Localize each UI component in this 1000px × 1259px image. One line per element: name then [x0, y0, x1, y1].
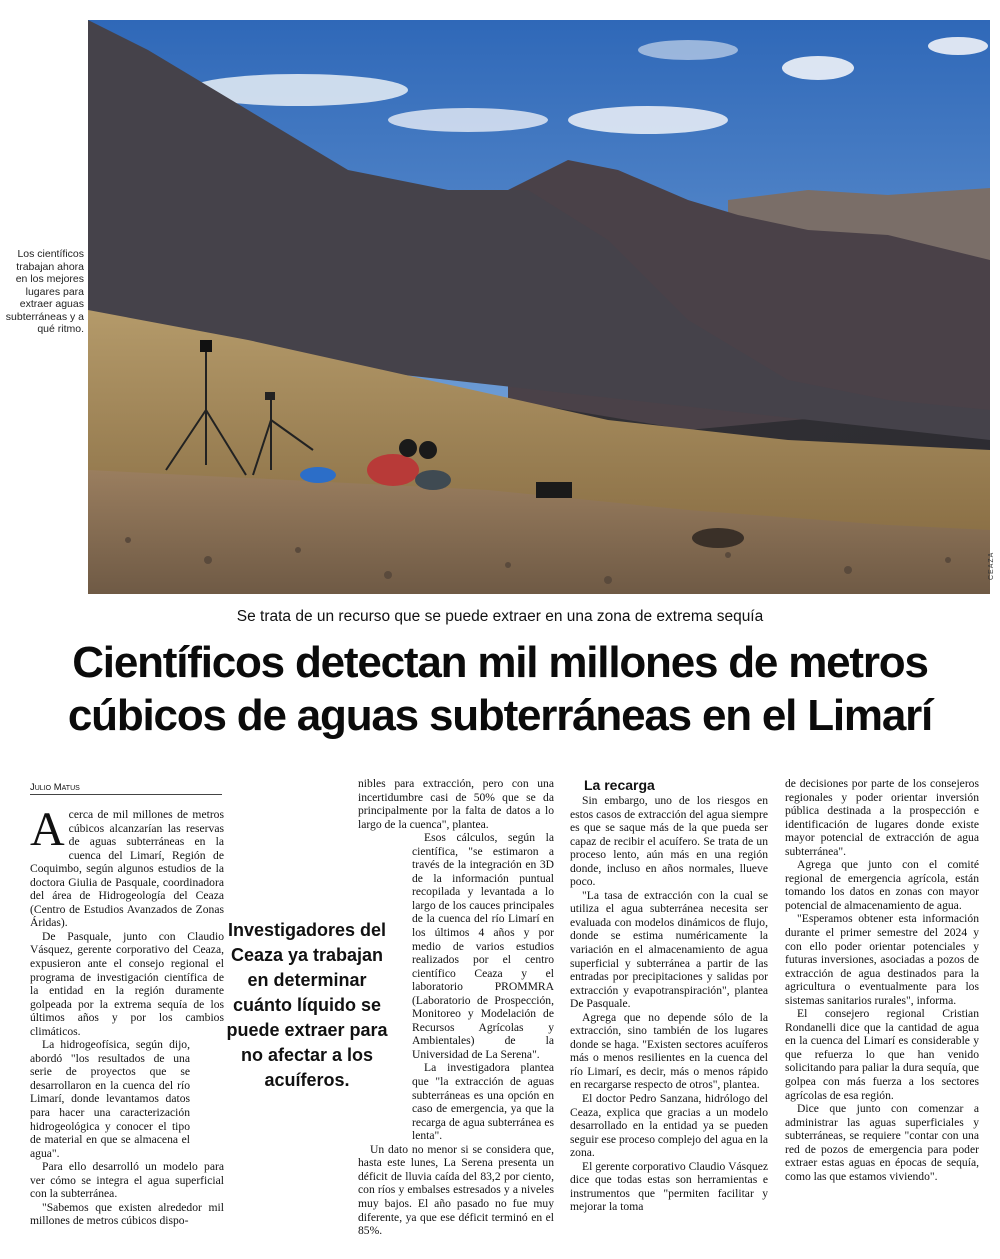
- paragraph: La hidrogeofísica, según dijo, abordó "los resultados de una serie de proyectos que se desarrollaron en la cuenca del río Limarí, donde levantamos datos para hacer una caracterización hidrogeológica y conocer el tipo de material en que se almacena el agua".: [30, 1038, 190, 1160]
- paragraph: De Pasquale, junto con Claudio Vásquez, gerente corporativo del Ceaza, expusieron ante el consejo regional el programa de investigación científica de la entidad en la región duramente golpeada por la extrema sequía de los últimos años y por los cambios climáticos.: [30, 929, 224, 1038]
- photo-caption: Los científicos trabajan ahora en los mejores lugares para extraer aguas subterráneas y a qué ritmo.: [5, 248, 84, 335]
- paragraph: Esos cálculos, según la científica, "se estimaron a través de la integración en 3D de la información puntual recopilada y levantada a lo largo de los cauces principales de la cuenca del río Limarí en los últimos 4 años y por medio de varios estudios realizados por el centro científico Ceaza y el laboratorio PROMMRA (Laboratorio de Prospección, Monitoreo y Modelación de Recursos Agrícolas y Ambientales) de la Universidad de La Serena".: [412, 831, 554, 1061]
- article-column-4: [785, 777, 979, 1183]
- paragraph: Dice que junto con comenzar a administrar las aguas superficiales y subterráneas, se requiere "contar con una red de pozos de emergencia para poder extraer estas aguas en épocas de sequía, como las que estamos viviendo".: [785, 1102, 979, 1183]
- article-photo: [88, 20, 990, 594]
- paragraph: nibles para extracción, pero con una incertidumbre casi de 50% que se da principalmente por la falta de datos a lo largo de la cuenca", plantea.: [358, 777, 554, 831]
- subhead: La recarga: [584, 777, 655, 793]
- paragraph: El gerente corporativo Claudio Vásquez dice que todas estas son herramientas e instrumentos que "permiten facilitar y mejorar la toma: [570, 1159, 768, 1214]
- article-column-3: [570, 794, 768, 1214]
- paragraph: Para ello desarrolló un modelo para ver cómo se integra el agua superficial con la subterránea.: [30, 1160, 224, 1201]
- paragraph: Sin embargo, uno de los riesgos en estos casos de extracción del agua siempre es que se saque más de la que pueda ser capaz de recibir el acuífero. Se trata de un proceso lento, aún más en una región donde, incluso en años normales, llueve poco.: [570, 794, 768, 889]
- paragraph: Agrega que no depende sólo de la extracción, sino también de los lugares donde se haga. "Existen sectores acuíferos más o menos resilientes en la cuenca del río Limarí, es decir, más o menos rápido en recargarse respecto de otros", plantea.: [570, 1010, 768, 1092]
- paragraph: Un dato no menor si se considera que, hasta este lunes, La Serena presenta un déficit de lluvia caída del 83,2 por ciento, con ríos y embalses estresados y a niveles muy bajos. El año pasado no fue muy diferente, ya que ese déficit terminó en el 85%.: [358, 1142, 554, 1238]
- headline: Científicos detectan mil millones de metros cúbicos de aguas subterráneas en el Limarí: [67, 638, 933, 740]
- mountain-landscape-image: [88, 20, 990, 594]
- pull-quote: Investigadores del Ceaza ya trabajan en determinar cuánto líquido se puede extraer para no afectar a los acuíferos.: [226, 920, 388, 1090]
- article-column-2: [358, 777, 554, 1238]
- paragraph: "Sabemos que existen alrededor mil millones de metros cúbicos dispo-: [30, 1200, 224, 1228]
- kicker: Se trata de un recurso que se puede extraer en una zona de extrema sequía: [236, 608, 764, 625]
- paragraph: Agrega que junto con el comité regional de emergencia agrícola, están tomando los datos en zonas con mayor potencial de almacenamiento de agua.: [785, 858, 979, 912]
- paragraph: "Esperamos obtener esta información durante el primer semestre del 2024 y con ello poder orientar potenciales y futuras inversiones, asociadas a pozos de extracción de agua destinados para la agricultura o eventualmente para los sistemas sanitarios rurales", informa.: [785, 912, 979, 1007]
- byline: Julio Matus: [30, 782, 222, 795]
- paragraph: El doctor Pedro Sanzana, hidrólogo del Ceaza, explica que gracias a un modelo desarrollado en la entidad ya se pueden seguir ese proceso complejo del agua en la zona.: [570, 1092, 768, 1160]
- photo-credit: CEAZA: [988, 551, 995, 580]
- paragraph: La investigadora plantea que "la extracción de aguas subterráneas es una opción en caso de emergencia, ya que la recarga de agua subterránea es lenta".: [412, 1061, 554, 1143]
- paragraph: "La tasa de extracción con la cual se utiliza el agua subterránea necesita ser evaluada con modelos dinámicos de flujo, donde se estima numéricamente la variación en el almacenamiento de agua superficial y subterránea a partir de las entradas por precipitaciones y salidas por extracción y evapotranspiración", plantea De Pasquale.: [570, 888, 768, 1011]
- paragraph: El consejero regional Cristian Rondanelli dice que la cantidad de agua en la cuenca del Limarí es considerable y que refuerza lo que han venido solicitando para paliar la dura sequía, que golpea con más fuerza a los sectores agrícolas de esa región.: [785, 1007, 979, 1102]
- paragraph: Acerca de mil millones de metros cúbicos alcanzarían las reservas de aguas subterráneas en la cuenca del Limarí, Región de Coquimbo, según algunos estudios de la doctora Giulia de Pasquale, coordinadora del área de Hidrogeología del Ceaza (Centro de Estudios Avanzados de Zonas Áridas).: [30, 803, 224, 930]
- article-column-1: [30, 803, 224, 1228]
- drop-cap: A: [30, 803, 65, 856]
- paragraph: de decisiones por parte de los consejeros regionales y poder orientar inversión pública destinada a la prospección e identificación de lugares donde existe mayor potencial de extracción de agua subterránea".: [785, 777, 979, 858]
